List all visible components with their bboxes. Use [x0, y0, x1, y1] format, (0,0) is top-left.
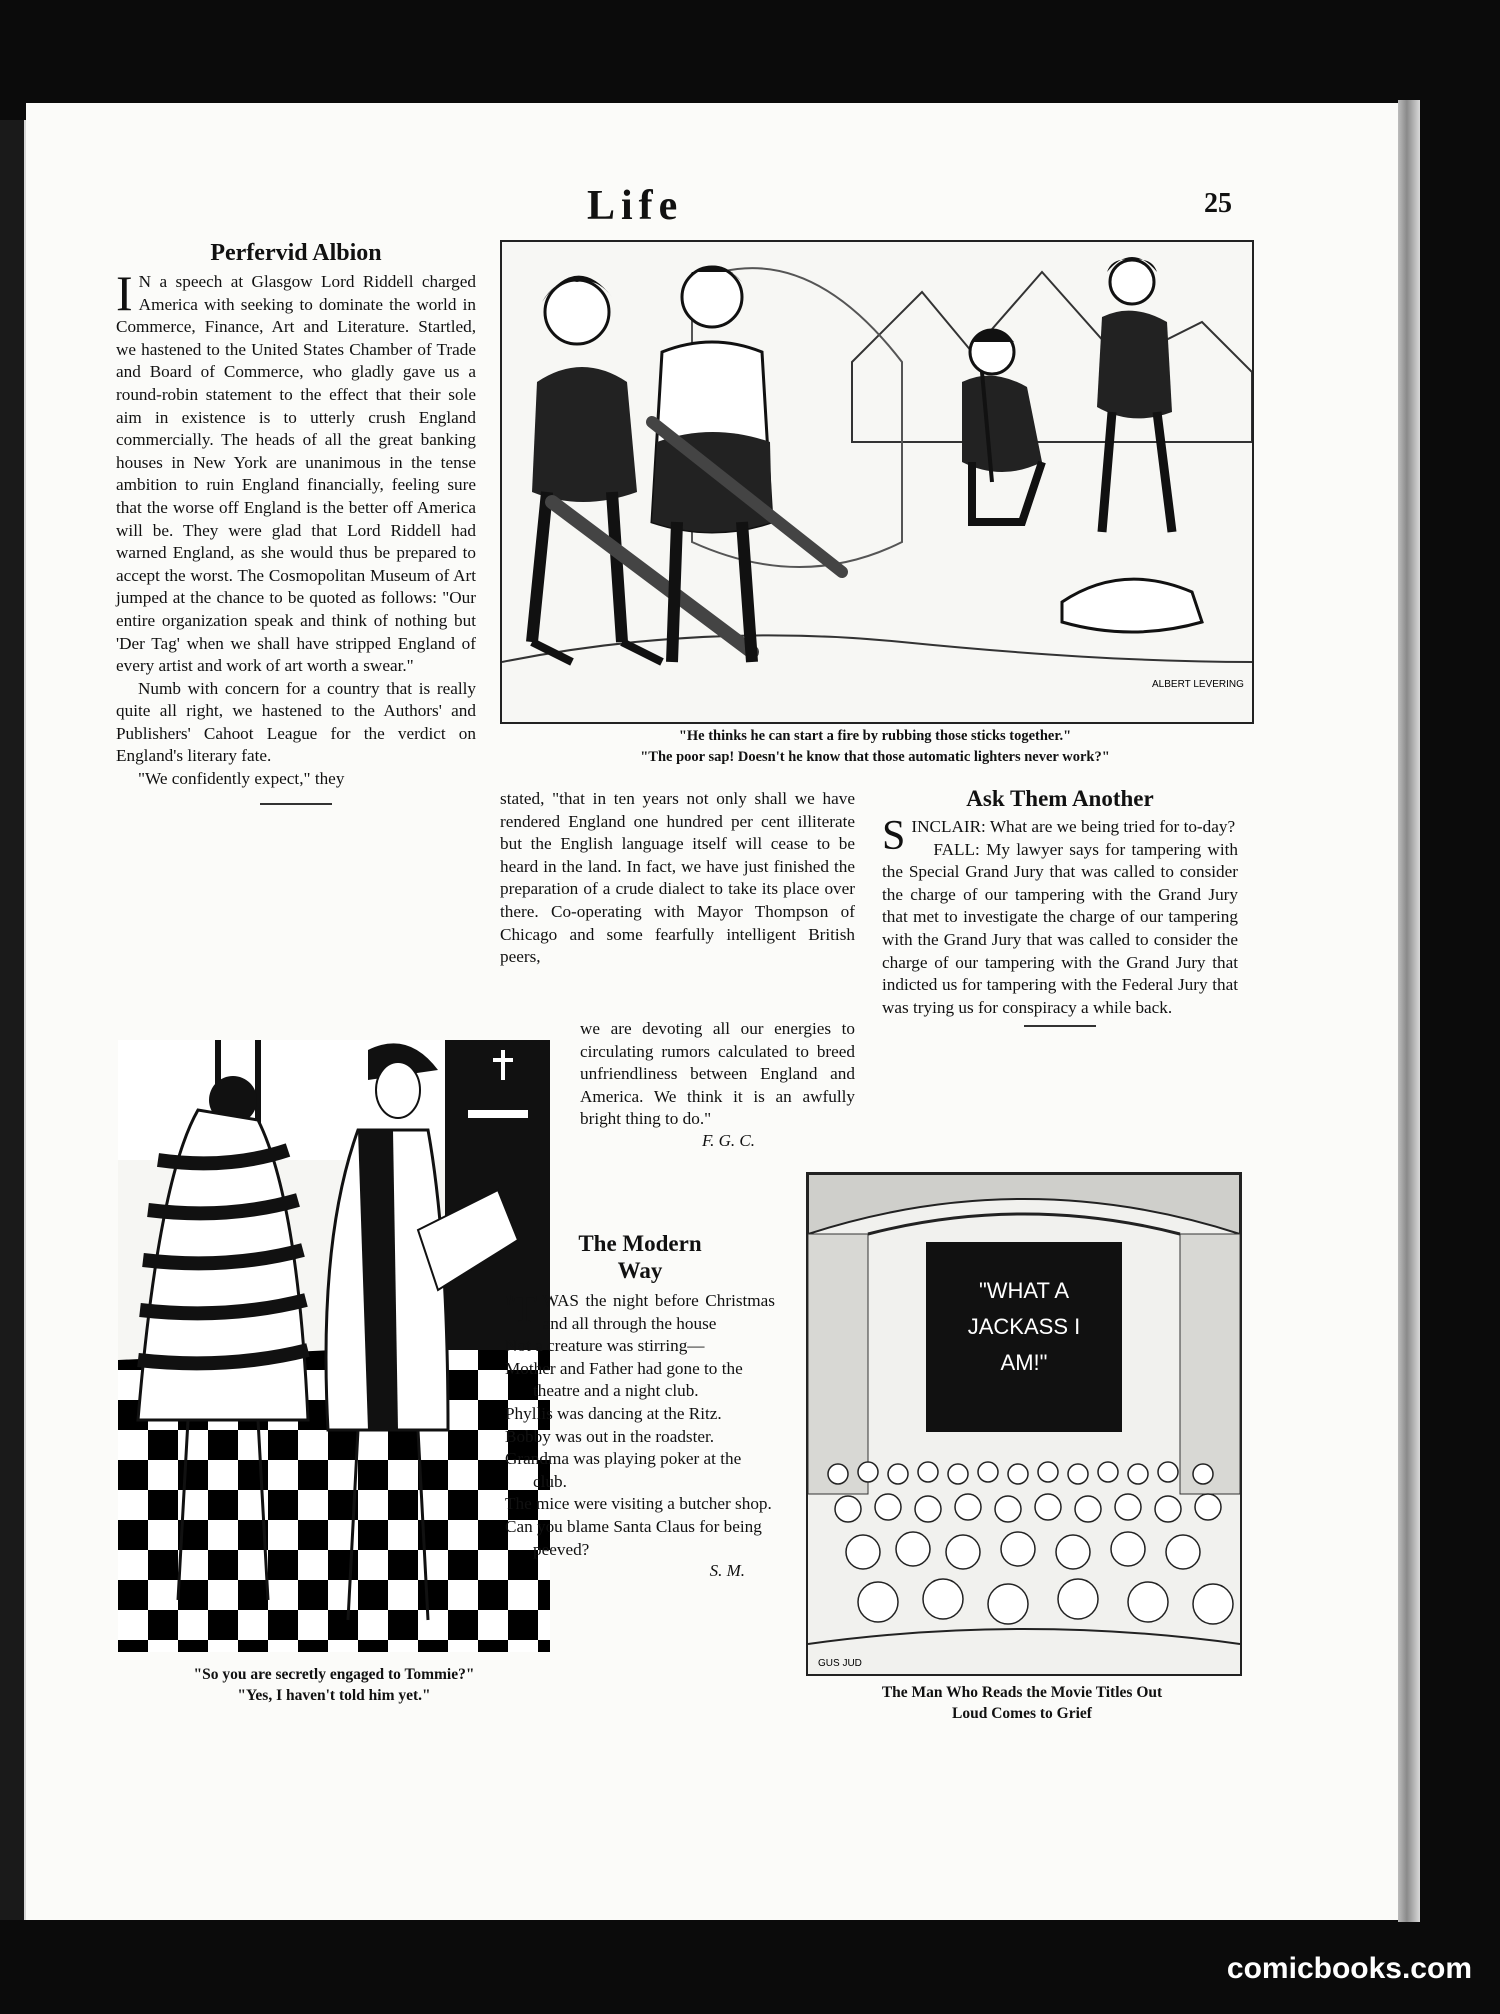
modern-way-poem	[505, 1230, 775, 1581]
caption-line: Loud Comes to Grief	[952, 1705, 1092, 1722]
divider	[260, 803, 332, 805]
screen-text-line: AM!"	[1000, 1350, 1048, 1375]
watermark: comicbooks.com	[1226, 1952, 1472, 1985]
cavemen-illustration	[502, 242, 1252, 722]
page-edge-shadow	[1398, 100, 1420, 1922]
divider	[1024, 1025, 1096, 1027]
poem-line: Not a creature was stirring—	[505, 1336, 705, 1356]
article-signature: F. G. C.	[701, 1130, 755, 1150]
article-paragraph: "We confidently expect," they	[138, 769, 345, 789]
poem-line: Mother and Father had gone to the theatre and a night club.	[505, 1358, 743, 1401]
article-paragraph: stated, "that in ten years not only shall we have rendered England one hundred per cent illiterate but the English language itself will cease to be heard in the land. In fact, we have just finished the preparation of a crude dialect to take its place over there. Co-operating with Mayor Thompson of Chicago and some fearfully intelligent British peers,	[500, 789, 855, 967]
poem-line: Can you blame Santa Claus for being peeved?	[505, 1516, 762, 1559]
masthead: Life	[587, 183, 684, 229]
movie-illustration	[808, 1174, 1240, 1674]
previous-page-edge	[0, 120, 27, 1920]
speaker-label: FALL:	[933, 839, 980, 859]
poem-line: Bobby was out in the roadster.	[505, 1426, 715, 1446]
cavemen-caption	[500, 726, 1250, 768]
perfervid-article	[116, 240, 476, 805]
drop-cap: S	[882, 813, 906, 859]
page-number: 25	[1204, 188, 1232, 219]
caption-line: "So you are secretly engaged to Tommie?"	[193, 1666, 475, 1683]
drop-cap: 'T	[505, 1286, 537, 1331]
poem-line: WAS the night before Christmas and all through the house	[542, 1291, 775, 1333]
article-paragraph: Numb with concern for a country that is really quite all right, we hastened to the Authors' and Publishers' Cahoot League for the verdict on England's literary fate.	[116, 678, 476, 766]
fashion-caption	[118, 1664, 550, 1706]
artist-signature: ALBERT LEVERING	[1152, 679, 1244, 690]
poem-line: Grandma was playing poker at the club.	[505, 1449, 742, 1491]
poem-title	[505, 1230, 775, 1284]
poem-line: Phyllis was dancing at the Ritz.	[505, 1403, 722, 1423]
poem-body	[505, 1335, 775, 1561]
perfervid-continued	[500, 788, 855, 969]
movie-cartoon	[806, 1172, 1242, 1676]
article-title: Perfervid Albion	[210, 240, 382, 266]
ask-them-another	[882, 786, 1238, 1027]
caption-line: The Man Who Reads the Movie Titles Out	[881, 1684, 1163, 1701]
screen-text-line: JACKASS I	[967, 1314, 1081, 1339]
fashion-cartoon	[118, 1040, 550, 1652]
article-title: Ask Them Another	[966, 786, 1154, 811]
artist-signature: GUS JUD	[818, 1658, 862, 1669]
caption-line: "The poor sap! Doesn't he know that those automatic lighters never work?"	[640, 749, 1110, 765]
dialogue-line: My lawyer says for tampering with the Special Grand Jury that was called to consider the charge of our tampering with the Grand Jury that met to investigate the charge of our tampering with the Grand Jury that was called to consider the charge of our tampering with the Grand Jury that indicted us for tampering with the Federal Jury that was trying us for conspiracy a while back.	[882, 839, 1238, 1017]
article-paragraph: we are devoting all our energies to circulating rumors calculated to breed unfriendliness between England and America. We think it is an awfully bright thing to do."	[580, 1019, 855, 1129]
poem-title-line: Way	[617, 1258, 663, 1283]
cavemen-cartoon	[500, 240, 1254, 724]
article-paragraph: N a speech at Glasgow Lord Riddell charged America with seeking to dominate the world in Commerce, Finance, Art and Literature. Startled, we hastened to the United States Chamber of Trade and Board of Commerce, who gladly gave us a round-robin statement to the effect that their sole aim in existence is to utterly crush England commercially. The heads of all the great banking houses in New York are unanimous in the tense ambition to ruin England financially, feeling sure that the worse off England is the better off America will be. They were glad that Lord Riddell had warned England, as she would thus be prepared to accept the worst. The Cosmopolitan Museum of Art jumped at the chance to be quoted as follows: "Our entire organization speak and think of nothing but 'Der Tag' when we shall have stripped England of every artist and work of art worth a swear."	[116, 272, 476, 676]
poem-signature: S. M.	[709, 1561, 745, 1581]
caption-line: "Yes, I haven't told him yet."	[237, 1687, 431, 1704]
fashion-illustration	[118, 1040, 550, 1652]
movie-caption	[806, 1682, 1238, 1724]
poem-line: The mice were visiting a butcher shop.	[505, 1494, 772, 1514]
drop-cap: I	[116, 265, 133, 321]
poem-title-line: The Modern	[578, 1231, 702, 1256]
dialogue-line: INCLAIR: What are we being tried for to-day?	[911, 817, 1236, 836]
caption-line: "He thinks he can start a fire by rubbing those sticks together."	[678, 728, 1072, 744]
screen-text-line: "WHAT A	[978, 1278, 1070, 1303]
perfervid-continued-narrow	[580, 1018, 855, 1151]
